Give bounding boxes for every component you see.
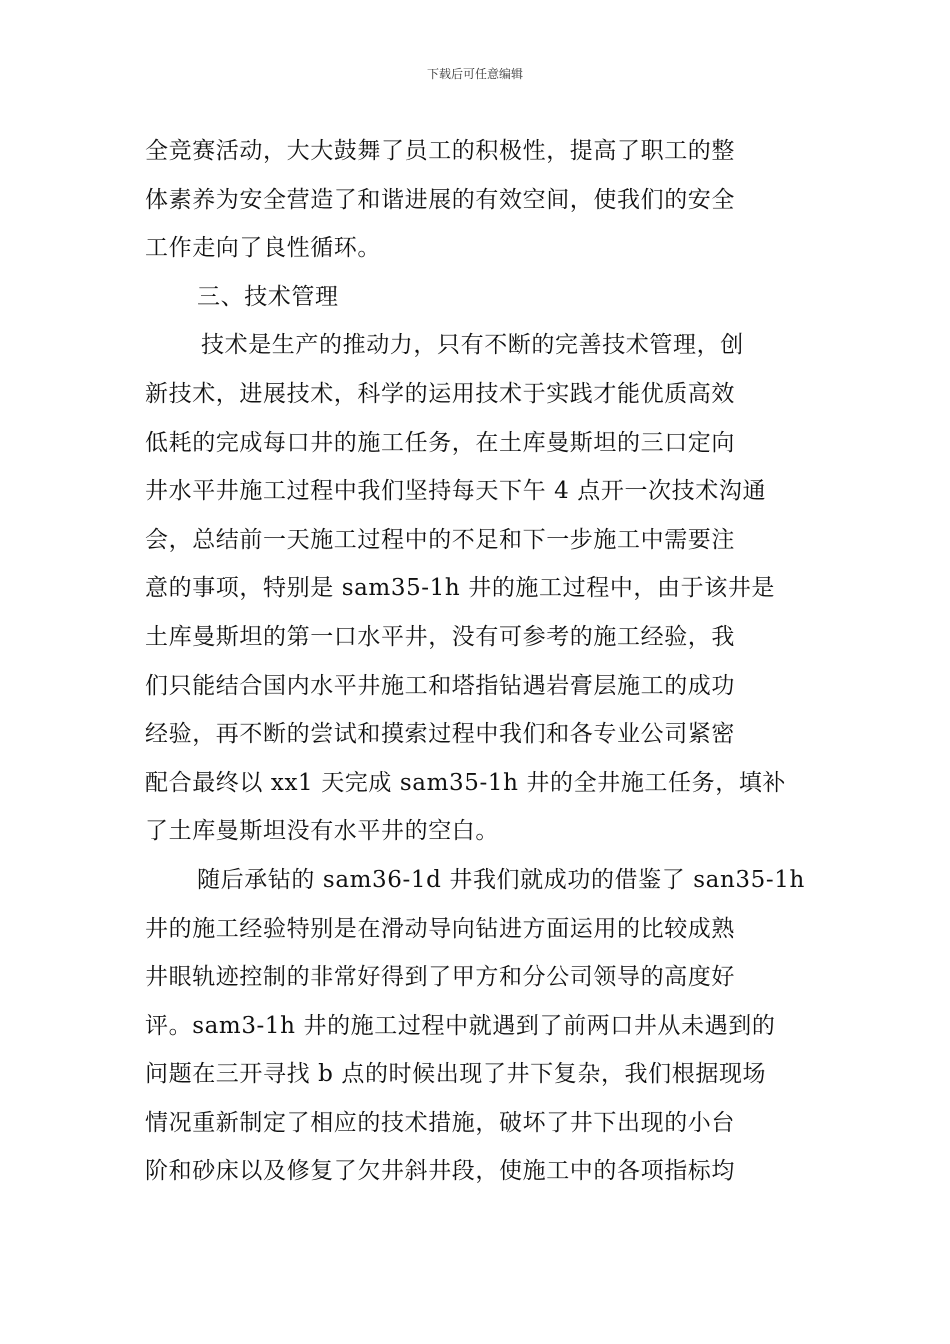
text-line-21: 情况重新制定了相应的技术措施，破坏了井下出现的小台 (145, 1109, 735, 1136)
text-line-20: 问题在三开寻找 b 点的时候出现了井下复杂，我们根据现场 (145, 1061, 767, 1088)
text-line-11: 土库曼斯坦的第一口水平井，没有可参考的施工经验，我 (145, 623, 735, 650)
text-line-8: 井水平井施工过程中我们坚持每天下午 4 点开一次技术沟通 (145, 478, 767, 505)
text-line-15: 了土库曼斯坦没有水平井的空白。 (145, 818, 499, 845)
text-line-22: 阶和砂床以及修复了欠井斜井段，使施工中的各项指标均 (145, 1158, 735, 1185)
text-line-19: 评。sam3-1h 井的施工过程中就遇到了前两口井从未遇到的 (145, 1012, 776, 1039)
text-line-5: 技术是生产的推动力，只有不断的完善技术管理，创 (201, 332, 744, 359)
section-heading: 三、技术管理 (197, 283, 339, 310)
text-line-1: 全竞赛活动，大大鼓舞了员工的积极性，提高了职工的整 (145, 138, 735, 164)
text-line-18: 井眼轨迹控制的非常好得到了甲方和分公司领导的高度好 (145, 964, 735, 991)
text-line-6: 新技术，进展技术，科学的运用技术于实践才能优质高效 (145, 380, 735, 407)
text-line-12: 们只能结合国内水平井施工和塔指钻遇岩膏层施工的成功 (145, 672, 735, 699)
text-line-17: 井的施工经验特别是在滑动导向钻进方面运用的比较成熟 (145, 915, 735, 942)
text-line-2: 体素养为安全营造了和谐进展的有效空间，使我们的安全 (145, 186, 735, 213)
text-line-10: 意的事项，特别是 sam35-1h 井的施工过程中，由于该井是 (145, 575, 776, 602)
text-line-7: 低耗的完成每口井的施工任务，在土库曼斯坦的三口定向 (145, 429, 735, 456)
text-line-16: 随后承钻的 sam36-1d 井我们就成功的借鉴了 san35-1h (197, 866, 805, 893)
document-body (145, 127, 807, 1196)
text-line-14: 配合最终以 xx1 天完成 sam35-1h 井的全井施工任务，填补 (145, 769, 787, 796)
text-line-9: 会，总结前一天施工过程中的不足和下一步施工中需要注 (145, 526, 735, 553)
page-header: 下载后可任意编辑 (426, 67, 523, 81)
text-line-13: 经验，再不断的尝试和摸索过程中我们和各专业公司紧密 (145, 721, 735, 748)
text-line-3: 工作走向了良性循环。 (145, 235, 381, 262)
